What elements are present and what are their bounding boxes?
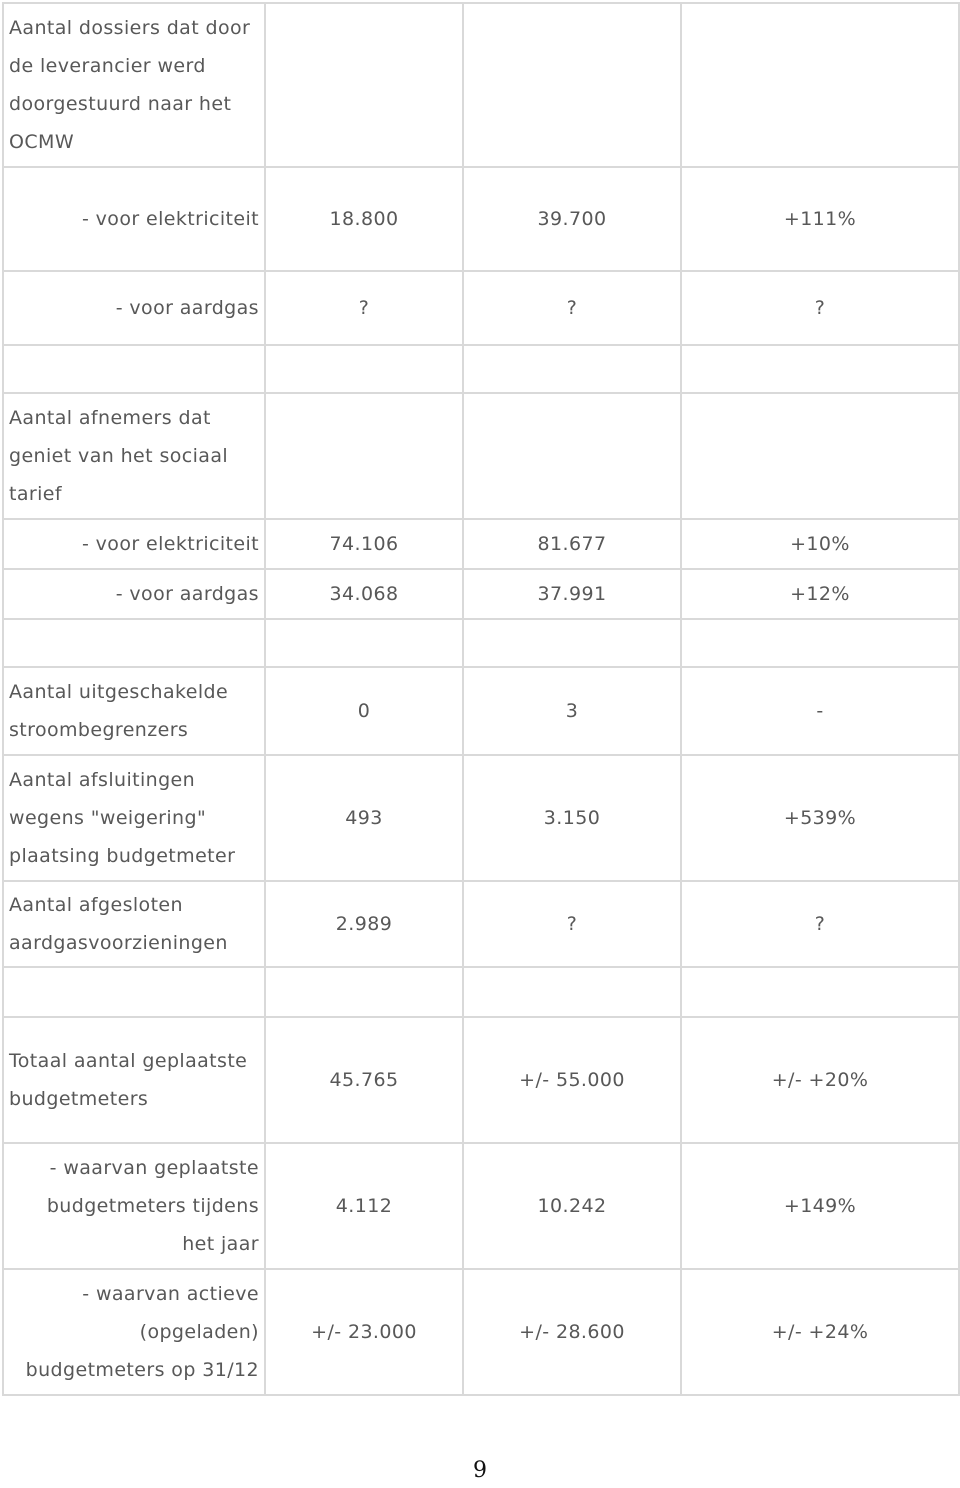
row-label: Aantal uitgeschakelde stroombegrenzers <box>3 667 265 755</box>
value-cell-3 <box>681 3 959 167</box>
value-cell-1 <box>265 619 463 667</box>
value-cell-3: +/- +20% <box>681 1017 959 1143</box>
value-cell-3: +10% <box>681 519 959 569</box>
value-cell-1 <box>265 345 463 393</box>
table-row <box>3 967 959 1017</box>
value-cell-2: 3.150 <box>463 755 681 881</box>
table-row <box>3 271 959 345</box>
value-cell-3: ? <box>681 881 959 967</box>
table-row <box>3 393 959 519</box>
row-label: - voor elektriciteit <box>3 519 265 569</box>
value-cell-3: +/- +24% <box>681 1269 959 1395</box>
row-label: - waarvan geplaatste budgetmeters tijdens het jaar <box>3 1143 265 1269</box>
table-row <box>3 667 959 755</box>
value-cell-2: 3 <box>463 667 681 755</box>
value-cell-3: - <box>681 667 959 755</box>
value-cell-2 <box>463 619 681 667</box>
value-cell-1 <box>265 967 463 1017</box>
row-label: Aantal afnemers dat geniet van het sociaal tarief <box>3 393 265 519</box>
value-cell-1: 0 <box>265 667 463 755</box>
page-number: 9 <box>473 1458 487 1483</box>
row-label <box>3 967 265 1017</box>
value-cell-2 <box>463 345 681 393</box>
row-label <box>3 619 265 667</box>
table-row <box>3 3 959 167</box>
row-label: Aantal dossiers dat door de leverancier werd doorgestuurd naar het OCMW <box>3 3 265 167</box>
value-cell-3: +111% <box>681 167 959 271</box>
value-cell-2: 39.700 <box>463 167 681 271</box>
value-cell-1: 45.765 <box>265 1017 463 1143</box>
value-cell-2: 37.991 <box>463 569 681 619</box>
row-label: - waarvan actieve (opgeladen) budgetmeters op 31/12 <box>3 1269 265 1395</box>
table-row <box>3 519 959 569</box>
table-row <box>3 1269 959 1395</box>
value-cell-2 <box>463 393 681 519</box>
value-cell-3: +539% <box>681 755 959 881</box>
value-cell-3 <box>681 345 959 393</box>
table-row <box>3 569 959 619</box>
value-cell-1: +/- 23.000 <box>265 1269 463 1395</box>
value-cell-3: ? <box>681 271 959 345</box>
row-label: Totaal aantal geplaatste budgetmeters <box>3 1017 265 1143</box>
row-label: Aantal afgesloten aardgasvoorzieningen <box>3 881 265 967</box>
table-row <box>3 167 959 271</box>
value-cell-2: ? <box>463 881 681 967</box>
value-cell-2 <box>463 3 681 167</box>
value-cell-2: 10.242 <box>463 1143 681 1269</box>
table-row <box>3 345 959 393</box>
value-cell-1: 493 <box>265 755 463 881</box>
statistics-table <box>2 2 960 1396</box>
value-cell-2 <box>463 967 681 1017</box>
value-cell-2: ? <box>463 271 681 345</box>
value-cell-1: 4.112 <box>265 1143 463 1269</box>
table-row <box>3 881 959 967</box>
row-label <box>3 345 265 393</box>
value-cell-1: 74.106 <box>265 519 463 569</box>
value-cell-1: ? <box>265 271 463 345</box>
value-cell-2: +/- 28.600 <box>463 1269 681 1395</box>
value-cell-2: +/- 55.000 <box>463 1017 681 1143</box>
value-cell-1 <box>265 3 463 167</box>
row-label: - voor aardgas <box>3 569 265 619</box>
table-row <box>3 1017 959 1143</box>
value-cell-3: +149% <box>681 1143 959 1269</box>
value-cell-3: +12% <box>681 569 959 619</box>
value-cell-3 <box>681 619 959 667</box>
value-cell-1: 2.989 <box>265 881 463 967</box>
table-row <box>3 755 959 881</box>
value-cell-1 <box>265 393 463 519</box>
value-cell-1: 34.068 <box>265 569 463 619</box>
value-cell-3 <box>681 393 959 519</box>
row-label: Aantal afsluitingen wegens "weigering" plaatsing budgetmeter <box>3 755 265 881</box>
value-cell-1: 18.800 <box>265 167 463 271</box>
table-row <box>3 619 959 667</box>
row-label: - voor aardgas <box>3 271 265 345</box>
value-cell-2: 81.677 <box>463 519 681 569</box>
row-label: - voor elektriciteit <box>3 167 265 271</box>
table-row <box>3 1143 959 1269</box>
value-cell-3 <box>681 967 959 1017</box>
